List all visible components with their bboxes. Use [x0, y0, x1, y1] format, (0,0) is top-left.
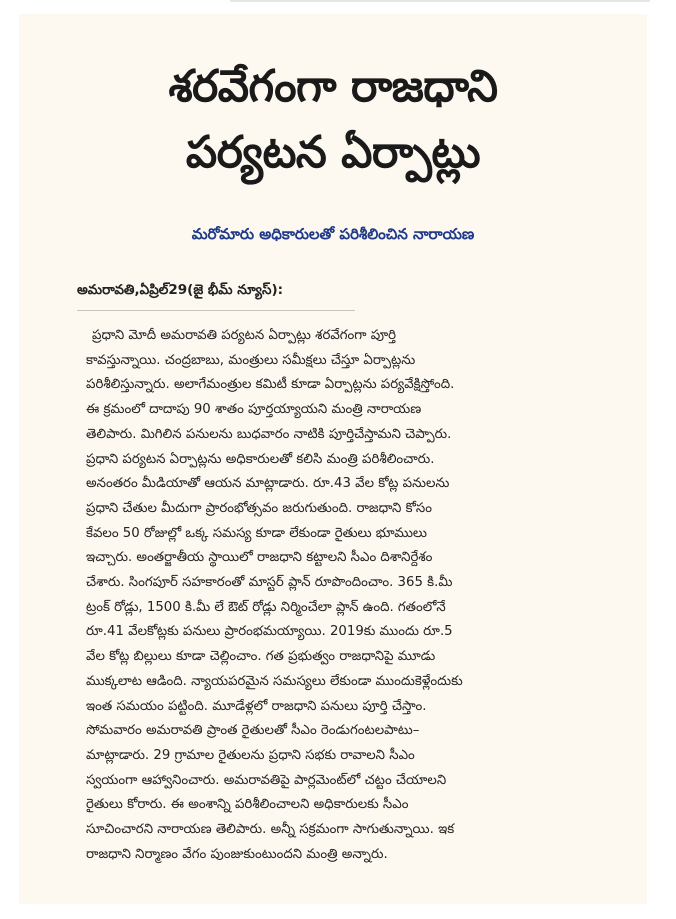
headline-line-1: శరవేగంగా రాజధాని: [168, 61, 498, 112]
body-line: రాజధాని నిర్మాణం వేగం పుంజుకుంటుందని మంత్రి అన్నారు.: [86, 846, 388, 862]
body-line: రైతులు కోరారు. ఈ అంశాన్ని పరిశీలించాలని అధికారులకు సీఎం: [86, 797, 409, 813]
body-line: మాట్లాడారు. 29 గ్రామాల రైతులను ప్రధాని సభకు రావాలని సీఎం: [86, 747, 415, 763]
body-line: ప్రధాని మోదీ అమరావతి పర్యటన ఏర్పాట్లు శరవేగంగా పూర్తి: [92, 328, 397, 343]
headline-line-2: పర్యటన ఏర్పాట్లు: [185, 127, 481, 178]
top-border-line: [230, 0, 650, 2]
body-line: అనంతరం మీడియాతో ఆయన మాట్లాడారు. రూ.43 వేల కోట్ల పనులను: [86, 476, 450, 492]
body-line: స్వయంగా ఆహ్వానించారు. అమరావతిపై పార్లమెంట్‌లో చట్టం చేయాలని: [86, 772, 447, 788]
body-line: ఇచ్చారు. అంతర్జాతీయ స్థాయిలో రాజధాని కట్టాలని సీఎం దిశానిర్దేశం: [86, 550, 433, 566]
headline: [19, 54, 647, 186]
dateline: అమరావతి,ఏప్రిల్29(జై భీమ్ న్యూస్):: [77, 282, 284, 298]
body-line: ప్రధాని చేతుల మీదుగా ప్రారంభోత్సవం జరుగుతుంది. రాజధాని కోసం: [86, 500, 432, 516]
body-line: సోమవారం అమరావతి ప్రాంత రైతులతో సీఎం రెండుగంటలపాటు–: [86, 723, 420, 739]
body-line: సూచించారని నారాయణ తెలిపారు. అన్నీ సక్రమంగా సాగుతున్నాయి. ఇక: [86, 822, 455, 838]
body-line: వేల కోట్ల బిల్లులు కూడా చెల్లించాం. గత ప్రభుత్వం రాజధానిపై మూడు: [86, 649, 436, 665]
subheadline: మరోమారు అధికారులతో పరిశీలించిన నారాయణ: [191, 225, 475, 243]
body-line: తెలిపారు. మిగిలిన పనులను బుధవారం నాటికి పూర్తిచేస్తామని చెప్పారు.: [86, 426, 452, 442]
news-clipping: [19, 14, 647, 904]
body-line: ట్రంక్ రోడ్లు, 1500 కి.మీ లే ఔట్ రోడ్లు నిర్మించేలా ప్లాన్ ఉంది. గతంలోనే: [86, 599, 446, 615]
body-line: చేశారు. సింగపూర్ సహకారంతో మాస్టర్ ప్లాన్ రూపొందించాం. 365 కి.మీ: [86, 575, 453, 591]
body-line: ముక్కలాట ఆడింది. న్యాయపరమైన సమస్యలు లేకుండా ముందుకెళ్లేందుకు: [86, 673, 463, 689]
dateline-divider: [77, 310, 355, 311]
body-line: పరిశీలిస్తున్నారు. అలాగేమంత్రుల కమిటీ కూడా ఏర్పాట్లను పర్యవేక్షిస్తోంది.: [86, 377, 455, 393]
body-line: ఈ క్రమంలో దాదాపు 90 శాతం పూర్తయ్యాయని మంత్రి నారాయణ: [86, 402, 422, 418]
body-line: ప్రధాని పర్యటన ఏర్పాట్లను అధికారులతో కలిసి మంత్రి పరిశీలించారు.: [86, 451, 435, 467]
body-line: ఇంత సమయం పట్టింది. మూడేళ్లలో రాజధాని పనులు పూర్తి చేస్తాం.: [86, 698, 427, 714]
body-line: కేవలం 50 రోజుల్లో ఒక్క సమస్య కూడా లేకుండా రైతులు భూములు: [86, 525, 427, 541]
article-body: [86, 324, 612, 867]
body-line: కావస్తున్నాయి. చంద్రబాబు, మంత్రులు సమీక్షలు చేస్తూ ఏర్పాట్లను: [86, 352, 416, 368]
body-line: రూ.41 వేలకోట్లకు పనులు ప్రారంభమయ్యాయి. 2019కు ముందు రూ.5: [86, 624, 453, 640]
